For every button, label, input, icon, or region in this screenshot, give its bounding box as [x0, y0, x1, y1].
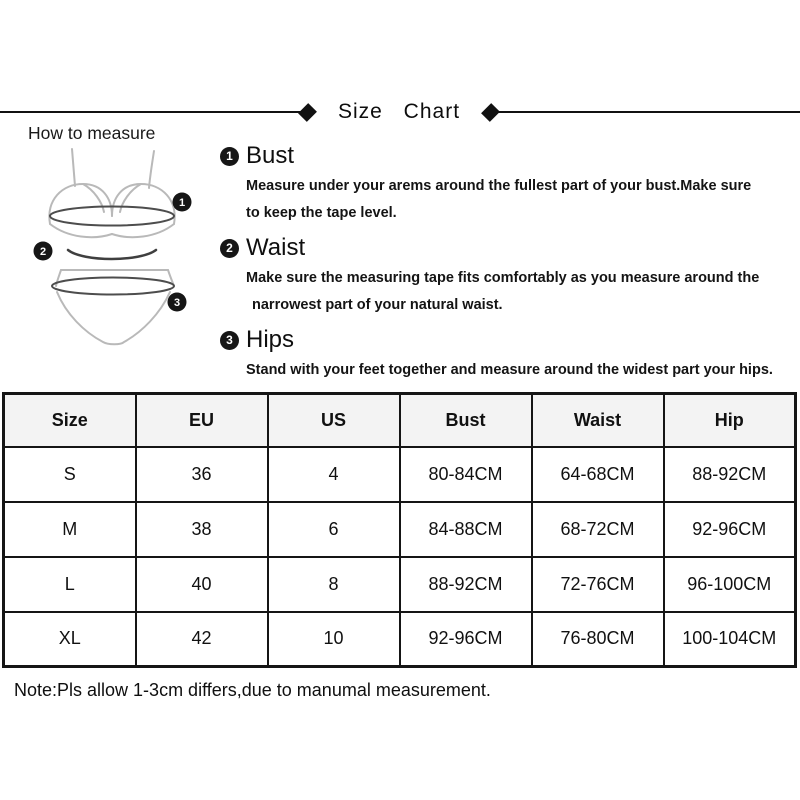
col-header-bust: Bust [400, 394, 532, 447]
step-waist-header [220, 234, 800, 262]
table-row-l [4, 557, 796, 612]
cell-bust: 84-88CM [400, 502, 532, 557]
step-bust-title: Bust [246, 142, 295, 169]
step-hips-title: Hips [246, 326, 295, 353]
bikini-diagram-icon [28, 146, 208, 361]
cell-us: 6 [268, 502, 400, 557]
cell-waist: 68-72CM [532, 502, 664, 557]
bikini-bottom-outline [56, 270, 174, 344]
cell-size: XL [4, 612, 136, 667]
cell-hip: 96-100CM [664, 557, 796, 612]
cell-eu: 38 [136, 502, 268, 557]
step-2-number-badge: 2 [220, 239, 239, 258]
cell-hip: 100-104CM [664, 612, 796, 667]
step-waist [220, 234, 800, 319]
table-row-xl [4, 612, 796, 667]
cell-waist: 76-80CM [532, 612, 664, 667]
step-hips-description [246, 357, 800, 384]
cell-us: 8 [268, 557, 400, 612]
cell-waist: 64-68CM [532, 447, 664, 502]
hip-tape-ellipse [52, 278, 174, 295]
title-row [0, 100, 800, 124]
cell-us: 4 [268, 447, 400, 502]
step-waist-desc-line2: narrowest part of your natural waist. [252, 297, 503, 313]
measure-point-2-number: 2 [39, 246, 47, 258]
step-waist-title: Waist [246, 234, 306, 261]
cell-bust: 80-84CM [400, 447, 532, 502]
cell-bust: 88-92CM [400, 557, 532, 612]
measure-point-3-badge [168, 293, 187, 312]
col-header-waist: Waist [532, 394, 664, 447]
measurement-illustration [28, 146, 208, 361]
step-hips-header [220, 326, 800, 354]
cell-hip: 88-92CM [664, 447, 796, 502]
col-header-size: Size [4, 394, 136, 447]
cell-size: S [4, 447, 136, 502]
title-rule-right [497, 111, 800, 113]
step-3-number-badge: 3 [220, 331, 239, 350]
cell-size: L [4, 557, 136, 612]
step-bust-desc-line1: Measure under your arems around the fullest part of your bust.Make sure [246, 178, 752, 194]
col-header-eu: EU [136, 394, 268, 447]
page-title: Size Chart [338, 100, 461, 123]
diamond-icon [481, 103, 500, 122]
col-header-us: US [268, 394, 400, 447]
cell-bust: 92-96CM [400, 612, 532, 667]
title-rule-left [0, 111, 301, 113]
bikini-top-outline [49, 149, 174, 237]
step-hips [220, 326, 800, 384]
measure-point-2-badge [34, 242, 53, 261]
table-row-m [4, 502, 796, 557]
cell-eu: 40 [136, 557, 268, 612]
how-to-measure-label: How to measure [28, 123, 156, 143]
measure-point-1-badge [173, 193, 192, 212]
step-1-number-badge: 1 [220, 147, 239, 166]
step-bust-header [220, 142, 800, 170]
measurement-note: Note:Pls allow 1-3cm differs,due to manumal measurement. [14, 680, 491, 700]
cell-eu: 36 [136, 447, 268, 502]
step-bust-desc-line2: to keep the tape level. [246, 205, 397, 221]
step-bust-description [246, 173, 800, 227]
cell-size: M [4, 502, 136, 557]
col-header-hip: Hip [664, 394, 796, 447]
cell-waist: 72-76CM [532, 557, 664, 612]
cell-us: 10 [268, 612, 400, 667]
cell-eu: 42 [136, 612, 268, 667]
step-hips-desc-line1: Stand with your feet together and measure around the widest part your hips. [246, 362, 773, 378]
step-waist-desc-line1: Make sure the measuring tape fits comfortably as you measure around the [246, 270, 760, 286]
waist-tape-arc [68, 250, 156, 259]
measure-steps-list [220, 142, 800, 391]
diamond-icon [298, 103, 317, 122]
measure-point-3-number: 3 [173, 297, 181, 309]
measure-point-1-number: 1 [178, 197, 186, 209]
table-row-s [4, 447, 796, 502]
size-table-header-row [4, 394, 796, 447]
step-bust [220, 142, 800, 227]
size-table [2, 392, 797, 668]
cell-hip: 92-96CM [664, 502, 796, 557]
step-waist-description [246, 265, 800, 319]
